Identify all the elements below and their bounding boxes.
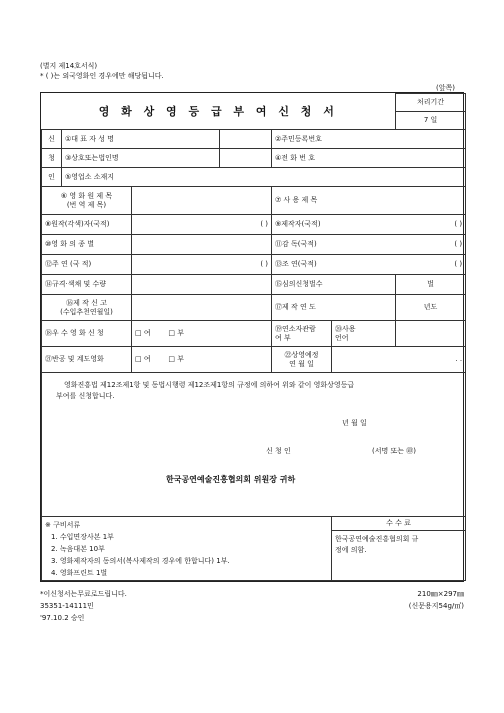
- lead-label: ⑫주 연 (국 적): [42, 255, 132, 275]
- minor-viewing-text: ⑲연소자관람: [275, 324, 316, 333]
- original-author-label: ⑧원작(각색)자(국적): [42, 215, 132, 235]
- company-field[interactable]: ③상호또는법인명: [62, 149, 220, 168]
- statement-line-1: 영화진흥법 제12조제1항 및 동법시행령 제12조제1항의 규정에 의하여 위와 같이 영화상영등급: [64, 381, 355, 389]
- footer-free-note: *이신청서는무료로드립니다.: [40, 590, 127, 598]
- signature-field[interactable]: (서명 또는 ㊞): [372, 447, 416, 455]
- required-documents-title: ※ 구비서류: [45, 521, 81, 529]
- reels-label: ⑮심의신청벌수: [272, 275, 396, 295]
- anticommunist-yes-checkbox[interactable]: □ 여: [135, 355, 151, 363]
- minor-viewing-sub: 여 부: [275, 333, 291, 342]
- document-item: 4. 영화프린트 1벌: [51, 569, 108, 577]
- supporting-row: [272, 255, 466, 275]
- use-title-field[interactable]: ⑦ 사 용 제 목: [272, 187, 466, 215]
- document-item: 2. 녹음대본 10부: [51, 545, 105, 553]
- processing-period-label: 처리기간: [396, 94, 466, 112]
- date-field[interactable]: 년 월 일: [342, 419, 367, 427]
- release-date-label: [272, 347, 332, 373]
- supporting-label: ⑬조 연(국적): [275, 260, 317, 268]
- addressee: 한국공연예술진흥협의회 위원장 귀하: [166, 475, 296, 484]
- fee-line-1: 한국공연예술진흥협의회 규: [335, 535, 419, 543]
- form-title: 영 화 상 영 등 급 부 여 신 청 서: [42, 94, 396, 130]
- language-sub: 언어: [335, 333, 349, 342]
- applicant-side-3: 인: [42, 168, 62, 187]
- minor-viewing-label: [272, 321, 332, 347]
- language-text: ⑳사용: [335, 324, 356, 333]
- footer-paper-type: (신문용지54g/㎡): [408, 602, 464, 610]
- excellent-film-label: ⑱우 수 영 화 신 청: [42, 321, 132, 347]
- statement-block: [42, 373, 466, 517]
- applicant-side-2: 청: [42, 149, 62, 168]
- lead-paren[interactable]: ( ): [132, 255, 272, 275]
- reels-unit: 벌: [396, 275, 466, 295]
- report-sub-text: (수입추천연월일): [60, 307, 113, 316]
- fee-content: [332, 531, 466, 581]
- anticommunist-options[interactable]: [132, 347, 272, 373]
- producer-label: ⑨제작자(국적): [275, 220, 321, 228]
- producer-paren[interactable]: ( ): [454, 220, 463, 228]
- spec-label: ⑭규격·색채 및 수량: [42, 275, 132, 295]
- form-number: (별지 제14호서식): [40, 62, 98, 70]
- genre-label: ⑩영 화 의 종 별: [42, 235, 132, 255]
- statement-line-2: 부여를 신청합니다.: [56, 392, 115, 400]
- processing-period-value: 7 일: [396, 112, 466, 130]
- producer-row: [272, 215, 466, 235]
- year-label: ⑰제 작 연 도: [272, 295, 396, 321]
- phone-field[interactable]: ④전 화 번 호: [272, 149, 466, 168]
- anticommunist-no-checkbox[interactable]: □ 부: [168, 355, 185, 363]
- application-form: [40, 92, 464, 582]
- year-unit: 년도: [396, 295, 466, 321]
- report-text: ⑯제 작 신 고: [66, 298, 107, 307]
- director-row: [272, 235, 466, 255]
- excellent-yes-checkbox[interactable]: □ 여: [135, 329, 151, 337]
- address-field[interactable]: ⑤영업소 소재지: [62, 168, 466, 187]
- rep-name-field[interactable]: ①대 표 자 성 명: [62, 130, 220, 149]
- report-label: [42, 295, 132, 321]
- supporting-paren[interactable]: ( ): [454, 260, 463, 268]
- front-side-label: (앞쪽): [436, 84, 455, 92]
- fee-line-2: 정에 의함.: [335, 546, 367, 554]
- document-item: 3. 영화제작자의 동의서(복사제작의 경우에 한합니다) 1부.: [51, 557, 230, 565]
- fee-title: 수 수 료: [332, 517, 466, 531]
- release-date-field[interactable]: . .: [332, 347, 466, 373]
- excellent-film-options[interactable]: [132, 321, 272, 347]
- resident-number-field[interactable]: ②주민등록번호: [272, 130, 466, 149]
- language-label: [332, 321, 396, 347]
- applicant-sign-label: 신 청 인: [266, 447, 291, 455]
- applicant-side-1: 신: [42, 130, 62, 149]
- footer-code: 35351-14111민: [40, 602, 94, 610]
- document-item: 1. 수입면장사본 1부: [51, 533, 114, 541]
- foreign-film-note: * ( )는 외국영화인 경우에만 해당됩니다.: [40, 72, 164, 80]
- anticommunist-label: ㉑반공 및 계도영화: [42, 347, 132, 373]
- original-title-text: ⑥ 영 화 원 제 목: [60, 191, 113, 200]
- release-sub: 연 월 일: [289, 359, 314, 368]
- excellent-no-checkbox[interactable]: □ 부: [168, 329, 185, 337]
- original-title-label: [42, 187, 132, 215]
- director-label: ⑪감 독(국적): [275, 240, 317, 248]
- release-text: ㉒상영예정: [284, 350, 319, 359]
- footer-approval: '97.10.2 승인: [40, 614, 85, 622]
- translated-title-text: (번 역 제 목): [66, 200, 107, 209]
- footer-paper-size: 210㎜×297㎜: [417, 590, 464, 598]
- original-author-paren[interactable]: ( ): [132, 215, 272, 235]
- required-documents: [42, 517, 332, 581]
- director-paren[interactable]: ( ): [454, 240, 463, 248]
